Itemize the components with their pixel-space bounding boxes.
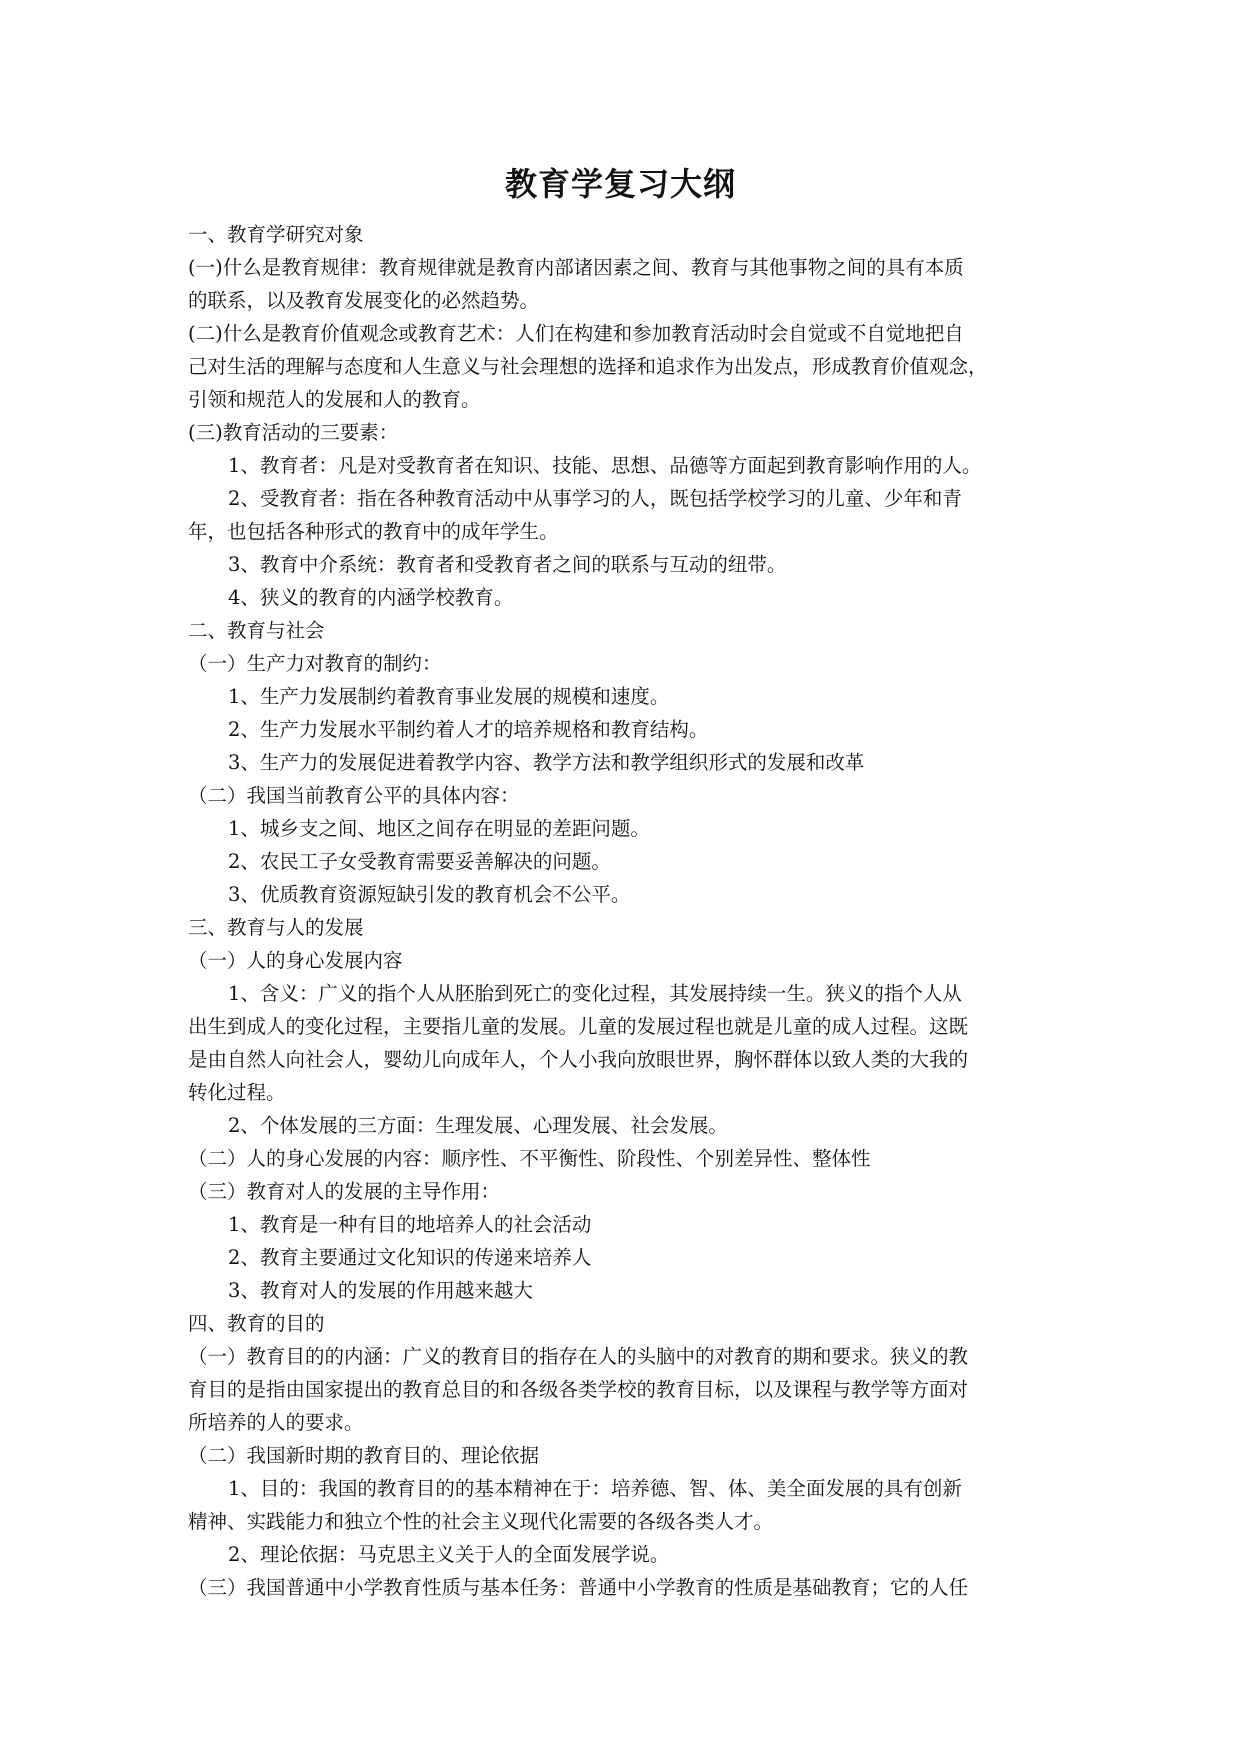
text-line: 4、狭义的教育的内涵学校教育。	[228, 586, 514, 609]
text-line: 2、农民工子女受教育需要妥善解决的问题。	[228, 850, 611, 873]
text-line: 1、生产力发展制约着教育事业发展的规模和速度。	[228, 685, 670, 708]
text-line: 所培养的人的要求。	[188, 1411, 364, 1434]
text-line: （二）我国新时期的教育目的、理论依据	[188, 1444, 540, 1467]
text-line: （一）生产力对教育的制约：	[188, 652, 442, 675]
text-line: 一、教育学研究对象	[188, 223, 364, 246]
text-line: 引领和规范人的发展和人的教育。	[188, 388, 481, 411]
document-title: 教育学复习大纲	[504, 165, 736, 203]
text-line: 1、含义：广义的指个人从胚胎到死亡的变化过程，其发展持续一生。狭义的指个人从	[228, 982, 962, 1005]
text-line: 1、城乡支之间、地区之间存在明显的差距问题。	[228, 817, 650, 840]
text-line: （一）教育目的的内涵：广义的教育目的指存在人的头脑中的对教育的期和要求。狭义的教	[188, 1345, 969, 1368]
text-line: 2、理论依据：马克思主义关于人的全面发展学说。	[228, 1543, 670, 1566]
text-line: 3、教育中介系统：教育者和受教育者之间的联系与互动的纽带。	[228, 553, 787, 576]
text-line: 2、个体发展的三方面：生理发展、心理发展、社会发展。	[228, 1114, 728, 1137]
text-line: 己对生活的理解与态度和人生意义与社会理想的选择和追求作为出发点，形成教育价值观念，	[188, 355, 988, 378]
text-line: (二)什么是教育价值观念或教育艺术：人们在构建和参加教育活动时会自觉或不自觉地把自	[188, 322, 964, 345]
text-line: 精神、实践能力和独立个性的社会主义现代化需要的各级各类人才。	[188, 1510, 774, 1533]
text-line: 是由自然人向社会人，婴幼儿向成年人，个人小我向放眼世界，胸怀群体以致人类的大我的	[188, 1048, 969, 1071]
text-line: 出生到成人的变化过程，主要指儿童的发展。儿童的发展过程也就是儿童的成人过程。这既	[188, 1015, 969, 1038]
document-body	[188, 218, 1054, 1604]
text-line: 二、教育与社会	[188, 619, 325, 642]
text-line: 年，也包括各种形式的教育中的成年学生。	[188, 520, 559, 543]
text-line: （三）教育对人的发展的主导作用：	[188, 1180, 501, 1203]
text-line: 1、教育者：凡是对受教育者在知识、技能、思想、品德等方面起到教育影响作用的人。	[228, 454, 982, 477]
text-line: 1、教育是一种有目的地培养人的社会活动	[228, 1213, 592, 1236]
text-line: （二）我国当前教育公平的具体内容：	[188, 784, 520, 807]
text-line: 3、优质教育资源短缺引发的教育机会不公平。	[228, 883, 631, 906]
text-line: （三）我国普通中小学教育性质与基本任务：普通中小学教育的性质是基础教育；它的人任	[188, 1576, 969, 1599]
text-line: （一）人的身心发展内容	[188, 949, 403, 972]
text-line: 四、教育的目的	[188, 1312, 325, 1335]
text-line: 育目的是指由国家提出的教育总目的和各级各类学校的教育目标，以及课程与教学等方面对	[188, 1378, 969, 1401]
text-line: (三)教育活动的三要素：	[188, 421, 399, 444]
text-line: 2、受教育者：指在各种教育活动中从事学习的人，既包括学校学习的儿童、少年和青	[228, 487, 962, 510]
text-line: （二）人的身心发展的内容：顺序性、不平衡性、阶段性、个别差异性、整体性	[188, 1147, 871, 1170]
text-line: 3、生产力的发展促进着教学内容、教学方法和教学组织形式的发展和改革	[228, 751, 865, 774]
text-line: 2、教育主要通过文化知识的传递来培养人	[228, 1246, 592, 1269]
text-line: 3、教育对人的发展的作用越来越大	[228, 1279, 533, 1302]
text-line: 2、生产力发展水平制约着人才的培养规格和教育结构。	[228, 718, 709, 741]
text-line: (一)什么是教育规律：教育规律就是教育内部诸因素之间、教育与其他事物之间的具有本质	[188, 256, 964, 279]
text-line: 1、目的：我国的教育目的的基本精神在于：培养德、智、体、美全面发展的具有创新	[228, 1477, 962, 1500]
text-line: 转化过程。	[188, 1081, 286, 1104]
text-line: 三、教育与人的发展	[188, 916, 364, 939]
text-line: 的联系，以及教育发展变化的必然趋势。	[188, 289, 540, 312]
